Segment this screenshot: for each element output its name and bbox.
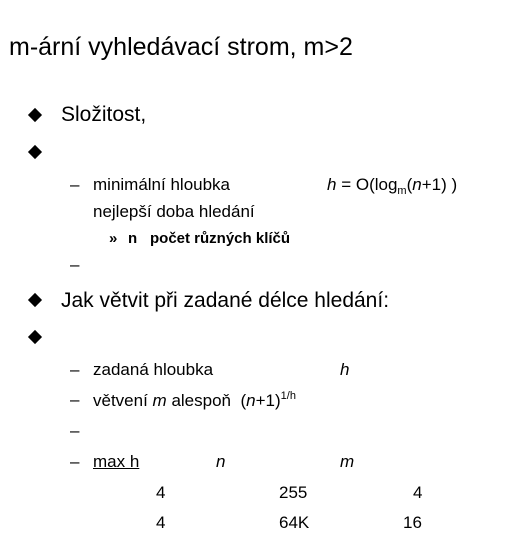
branch-n: n <box>246 391 256 410</box>
sub-marker: » <box>109 230 118 247</box>
branch-rest: alespoň <box>171 391 232 410</box>
table-cell: 16 <box>403 513 422 532</box>
depth-var <box>340 360 349 380</box>
dash: – <box>70 390 80 409</box>
bullet-diamond-icon <box>28 330 42 344</box>
best-time-label: nejlepší doba hledání <box>93 202 255 221</box>
branch-exp: 1/h <box>280 390 296 402</box>
sub-text: počet různých klíčů <box>150 230 291 247</box>
table-header-n <box>216 452 225 472</box>
table-cell: 255 <box>279 483 308 502</box>
sub-n: n <box>128 230 138 247</box>
table-cell: 4 <box>156 513 166 532</box>
formula-m: m <box>397 185 407 197</box>
branching-heading: Jak větvit při zadané délce hledání: <box>61 289 390 312</box>
formula-eq: = O(log <box>336 175 398 194</box>
branch-m: m <box>152 391 167 410</box>
formula-rest: +1) ) <box>421 175 458 194</box>
table-header-n-text: n <box>216 452 226 471</box>
complexity-heading: Složitost, <box>61 103 147 126</box>
min-depth-label: minimální hloubka <box>93 175 231 194</box>
page-title: m-ární vyhledávací strom, m>2 <box>9 33 353 61</box>
formula-h: h <box>327 175 337 194</box>
branch-open: ( <box>240 391 247 410</box>
branch-label: větvení <box>93 391 148 410</box>
table-cell: 4 <box>156 483 166 502</box>
depth-var-text: h <box>340 360 350 379</box>
table-header-max-h: max h <box>93 452 140 471</box>
bullet-diamond-icon <box>28 145 42 159</box>
formula-open: ( <box>406 175 413 194</box>
dash: – <box>70 255 80 274</box>
branching-line <box>93 390 296 411</box>
dash: – <box>70 421 80 440</box>
bullet-diamond-icon <box>28 108 42 122</box>
dash: – <box>70 175 80 194</box>
branch-plus: +1) <box>255 391 281 410</box>
table-cell: 4 <box>413 483 423 502</box>
table-header-m-text: m <box>340 452 355 471</box>
table-header-m <box>340 452 354 472</box>
bullet-diamond-icon <box>28 293 42 307</box>
table-cell: 64K <box>279 513 310 532</box>
depth-label: zadaná hloubka <box>93 360 214 379</box>
dash: – <box>70 452 80 471</box>
formula-n: n <box>412 175 422 194</box>
depth-formula <box>327 175 457 197</box>
dash: – <box>70 360 80 379</box>
